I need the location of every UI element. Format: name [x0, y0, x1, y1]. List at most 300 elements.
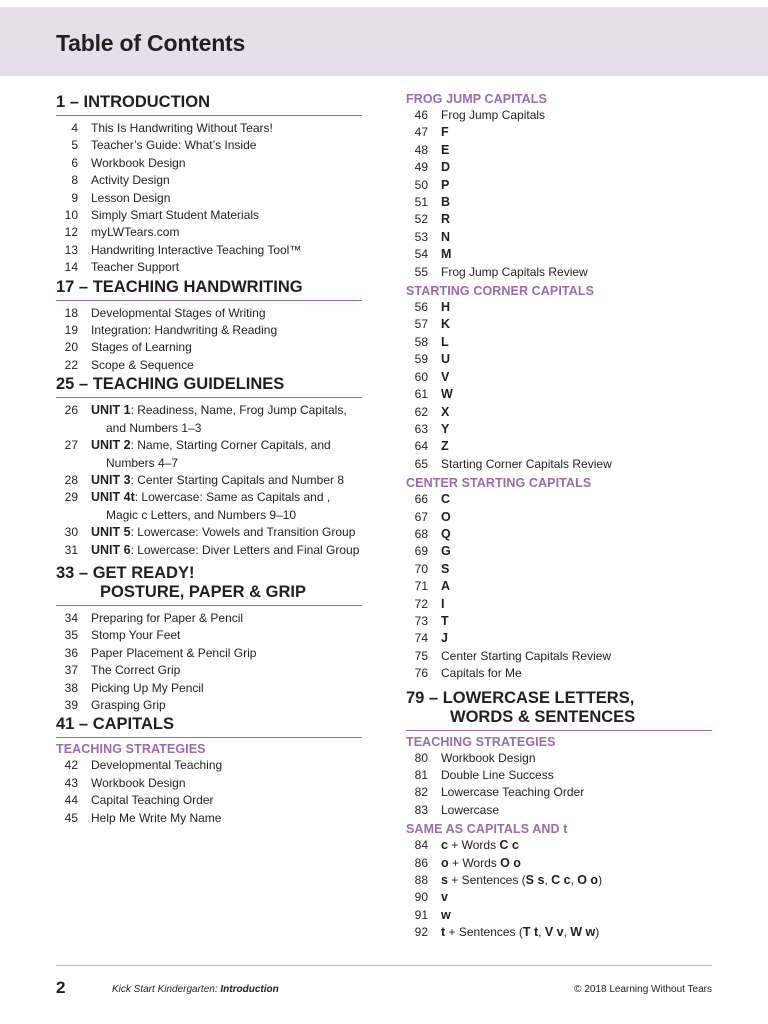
toc-list [56, 305, 362, 375]
toc-entry-text [78, 190, 170, 207]
toc-page-number: 82 [414, 785, 428, 800]
letter-glyph: V v [544, 925, 564, 940]
toc-entry [406, 630, 712, 647]
letter-glyph: D [441, 160, 451, 175]
letter-glyph: Y [441, 421, 450, 436]
toc-page-number: 29 [64, 490, 78, 505]
toc-list [406, 299, 712, 473]
letter-glyph: o [441, 855, 449, 870]
toc-entry-text [78, 339, 192, 356]
letter-glyph: T t [522, 925, 539, 940]
section-heading-line: POSTURE, PAPER & GRIP [100, 582, 306, 601]
entry-label: Help Me Write My Name [91, 810, 222, 825]
toc-entry [406, 456, 712, 473]
toc-entry [56, 120, 362, 137]
toc-entry-text [428, 107, 545, 124]
toc-entry [56, 172, 362, 189]
toc-entry-text [428, 750, 536, 767]
entry-label: : Name, Starting Corner Capitals, and [130, 438, 331, 453]
toc-entry-text [428, 855, 521, 872]
entry-label: , [563, 925, 571, 940]
toc-entry [56, 190, 362, 207]
toc-page-number: 50 [414, 177, 428, 192]
toc-entry-text [78, 242, 301, 259]
toc-entry-text [428, 784, 584, 801]
entry-label: myLWTears.com [91, 225, 180, 240]
toc-entry-text [78, 757, 222, 774]
toc-entry [56, 472, 362, 489]
toc-page-number: 90 [414, 890, 428, 905]
toc-page-number: 72 [414, 596, 428, 611]
toc-entry [56, 810, 362, 827]
toc-page-number: 27 [64, 438, 78, 453]
entry-label: Teacher Support [91, 260, 180, 275]
entry-label: Stomp Your Feet [91, 628, 181, 643]
toc-entry-text [78, 437, 331, 454]
toc-entry [406, 750, 712, 767]
footer-book-title [112, 984, 279, 995]
toc-entry [406, 578, 712, 595]
toc-page-number: 5 [71, 138, 78, 153]
toc-page-number: 66 [414, 492, 428, 507]
subsection-heading-same-as-capitals: SAME AS CAPITALS AND t [406, 822, 568, 837]
toc-entry-text [78, 662, 180, 679]
letter-glyph: W w [570, 925, 596, 940]
entry-label: Integration: Handwriting & Reading [91, 323, 278, 338]
page-title: Table of Contents [56, 30, 246, 56]
toc-entry [56, 610, 362, 627]
subsection-heading-center-starting-capitals: CENTER STARTING CAPITALS [406, 476, 592, 491]
toc-page-number: 74 [414, 631, 428, 646]
toc-entry-text [428, 924, 599, 941]
toc-page-number: 48 [414, 142, 428, 157]
toc-entry [406, 543, 712, 560]
letter-glyph: I [441, 596, 445, 611]
letter-glyph: B [441, 195, 451, 210]
toc-entry-text [78, 172, 170, 189]
toc-page-number: 52 [414, 212, 428, 227]
toc-entry [406, 907, 712, 924]
entry-label: Stages of Learning [91, 340, 192, 355]
section-heading-capitals: 41 – CAPITALS [56, 715, 362, 738]
toc-entry-text [428, 194, 450, 211]
letter-glyph: c [441, 838, 448, 853]
entry-continuation: Magic c Letters, and Numbers 9–10 [106, 507, 297, 522]
toc-page-number: 28 [64, 472, 78, 487]
toc-page-number: 54 [414, 247, 428, 262]
toc-entry-text [78, 610, 243, 627]
entry-label: + Sentences ( [447, 873, 526, 888]
toc-page-number: 84 [414, 838, 428, 853]
toc-entry [56, 757, 362, 774]
toc-page-number: 70 [414, 561, 428, 576]
toc-list [406, 491, 712, 682]
toc-entry [56, 680, 362, 697]
entry-label: Grasping Grip [91, 697, 166, 712]
unit-label: UNIT 2 [91, 438, 131, 453]
letter-glyph: s [441, 873, 448, 888]
toc-entry-text [428, 246, 451, 263]
entry-label: Center Starting Capitals Review [441, 648, 612, 663]
toc-entry-text [428, 767, 554, 784]
footer-book-name: Kick Start Kindergarten: [112, 984, 221, 995]
toc-page-number: 69 [414, 544, 428, 559]
toc-entry-text [428, 648, 611, 665]
toc-entry [56, 489, 362, 524]
toc-entry-text [428, 334, 449, 351]
section-heading-line: WORDS & SENTENCES [450, 707, 636, 726]
toc-entry-text [78, 120, 273, 137]
section-heading-lowercase [406, 689, 712, 731]
letter-glyph: C [441, 492, 451, 507]
toc-entry-text [428, 177, 449, 194]
toc-list [56, 610, 362, 714]
toc-entry [56, 627, 362, 644]
toc-entry [406, 889, 712, 906]
toc-entry [56, 357, 362, 374]
toc-entry [406, 124, 712, 141]
toc-page-number: 8 [71, 173, 78, 188]
toc-page-number: 56 [414, 300, 428, 315]
entry-label: + Words [447, 838, 500, 853]
toc-page-number: 91 [414, 907, 428, 922]
letter-glyph: C c [551, 873, 571, 888]
toc-entry-text [428, 386, 453, 403]
toc-page-number: 49 [414, 160, 428, 175]
toc-page-number: 61 [414, 387, 428, 402]
toc-entry-text [78, 357, 194, 374]
toc-entry-text [428, 509, 451, 526]
toc-page-number: 80 [414, 750, 428, 765]
entry-label: Paper Placement & Pencil Grip [91, 645, 257, 660]
subsection-heading-frog-jump-capitals: FROG JUMP CAPITALS [406, 92, 547, 106]
toc-entry-text [428, 404, 449, 421]
letter-glyph: S [441, 561, 450, 576]
toc-page-number: 64 [414, 439, 428, 454]
toc-entry [56, 137, 362, 154]
toc-entry-text [78, 305, 266, 322]
toc-entry-text [78, 542, 359, 559]
letter-glyph: O o [500, 855, 521, 870]
letter-glyph: W [441, 387, 453, 402]
toc-page-number: 20 [64, 340, 78, 355]
toc-entry [56, 305, 362, 322]
toc-entry [406, 438, 712, 455]
toc-entry [406, 246, 712, 263]
toc-entry-text [428, 456, 612, 473]
toc-entry [406, 491, 712, 508]
toc-entry-text [78, 402, 347, 419]
toc-entry [56, 775, 362, 792]
toc-entry-text [428, 438, 449, 455]
entry-label: Frog Jump Capitals [441, 108, 546, 122]
toc-entry-text [428, 159, 450, 176]
toc-page-number: 63 [414, 421, 428, 436]
toc-entry [406, 107, 712, 124]
toc-entry [406, 369, 712, 386]
toc-entry-text [428, 211, 450, 228]
toc-page-number: 55 [414, 264, 428, 279]
toc-entry [56, 339, 362, 356]
toc-entry [406, 159, 712, 176]
toc-entry [406, 316, 712, 333]
toc-page-number: 31 [64, 542, 78, 557]
toc-entry [56, 402, 362, 437]
toc-entry [56, 322, 362, 339]
toc-page-number: 53 [414, 229, 428, 244]
toc-entry [56, 524, 362, 541]
toc-entry [406, 299, 712, 316]
toc-entry-text [78, 259, 179, 276]
toc-entry-text [78, 680, 204, 697]
toc-entry [56, 242, 362, 259]
letter-glyph: F [441, 125, 449, 140]
toc-entry-text [428, 837, 519, 854]
toc-entry [406, 334, 712, 351]
entry-label: Double Line Success [441, 768, 554, 782]
entry-label: Frog Jump Capitals Review [441, 264, 588, 279]
toc-entry [406, 264, 712, 281]
letter-glyph: S s [525, 873, 545, 888]
toc-page-number: 65 [414, 456, 428, 471]
toc-list [406, 837, 712, 941]
footer-page-number: 2 [56, 978, 66, 997]
entry-label: : Readiness, Name, Frog Jump Capitals, [130, 403, 347, 418]
toc-page-number: 10 [64, 208, 78, 223]
entry-label: Preparing for Paper & Pencil [91, 610, 244, 625]
toc-page-number: 59 [414, 352, 428, 367]
unit-label: UNIT 1 [91, 403, 131, 418]
entry-label: , [538, 925, 545, 940]
toc-entry [406, 526, 712, 543]
toc-page-number: 68 [414, 526, 428, 541]
toc-entry [56, 662, 362, 679]
toc-entry-text [428, 561, 449, 578]
section-heading-teaching-guidelines: 25 – TEACHING GUIDELINES [56, 375, 362, 398]
toc-entry-text [428, 316, 450, 333]
toc-entry [406, 386, 712, 403]
toc-entry [56, 155, 362, 172]
toc-page-number: 71 [414, 579, 428, 594]
letter-glyph: J [441, 631, 448, 646]
toc-page-number: 62 [414, 404, 428, 419]
toc-entry-text [78, 697, 166, 714]
toc-entry-text [428, 369, 449, 386]
letter-glyph: H [441, 300, 451, 315]
toc-page-number: 67 [414, 509, 428, 524]
toc-entry [406, 837, 712, 854]
letter-glyph: U [441, 352, 451, 367]
toc-entry [406, 648, 712, 665]
toc-page-number: 92 [414, 925, 428, 940]
entry-label: Workbook Design [441, 750, 536, 765]
subsection-heading-teaching-strategies: TEACHING STRATEGIES [406, 734, 556, 749]
letter-glyph: N [441, 229, 451, 244]
toc-entry [406, 561, 712, 578]
unit-label: UNIT 5 [91, 525, 131, 540]
toc-entry [406, 872, 712, 889]
entry-label: Lowercase [441, 802, 500, 817]
toc-page-number: 13 [64, 242, 78, 257]
toc-page-number: 37 [64, 663, 78, 678]
toc-entry-text [428, 421, 449, 438]
toc-page-number: 9 [71, 190, 78, 205]
toc-entry-text [428, 907, 451, 924]
toc-entry [56, 207, 362, 224]
toc-entry-text [428, 578, 450, 595]
toc-entry [406, 784, 712, 801]
unit-label: UNIT 3 [91, 472, 131, 487]
toc-entry [406, 855, 712, 872]
entry-label: + Sentences ( [445, 925, 523, 940]
toc-page-number: 45 [64, 810, 78, 825]
toc-list [406, 107, 712, 281]
toc-entry [56, 697, 362, 714]
toc-entry-text [428, 872, 602, 889]
section-heading-get-ready [56, 564, 362, 606]
toc-entry [56, 792, 362, 809]
toc-entry-text [78, 472, 344, 489]
toc-entry-text [428, 229, 450, 246]
toc-page-number: 75 [414, 648, 428, 663]
letter-glyph: P [441, 177, 450, 192]
footer-book-unit: Introduction [220, 984, 279, 995]
toc-entry-text [78, 792, 214, 809]
letter-glyph: O o [577, 873, 599, 888]
section-heading-teaching-handwriting: 17 – TEACHING HANDWRITING [56, 278, 362, 301]
letter-glyph: C c [499, 838, 519, 853]
entry-label: Lowercase Teaching Order [441, 785, 585, 800]
letter-glyph: T [441, 613, 449, 628]
toc-entry [406, 509, 712, 526]
entry-label: : Lowercase: Same as Capitals and [134, 490, 327, 505]
letter-glyph: w [441, 907, 451, 922]
toc-entry-text [78, 224, 179, 241]
subsection-heading-starting-corner-capitals: STARTING CORNER CAPITALS [406, 284, 595, 299]
toc-entry-text [78, 489, 330, 506]
toc-entry-text [428, 142, 449, 159]
toc-entry [56, 542, 362, 559]
entry-label: Lesson Design [91, 190, 171, 205]
letter-glyph: K [441, 317, 451, 332]
toc-page-number: 26 [64, 403, 78, 418]
toc-entry [406, 211, 712, 228]
toc-entry-text [78, 155, 186, 172]
toc-right-column [406, 88, 712, 942]
toc-entry [56, 224, 362, 241]
entry-label: : Center Starting Capitals and Number 8 [130, 472, 345, 487]
toc-entry-text [78, 810, 221, 827]
toc-entry [406, 229, 712, 246]
entry-label: + Words [448, 855, 501, 870]
toc-entry-text [428, 630, 448, 647]
toc-entry-text [428, 351, 450, 368]
entry-label: Handwriting Interactive Teaching Tool™ [91, 242, 302, 257]
toc-page-number: 43 [64, 775, 78, 790]
entry-continuation: Numbers 4–7 [106, 455, 179, 470]
letter-glyph: v [441, 890, 448, 905]
toc-list [406, 750, 712, 820]
toc-page-number: 47 [414, 125, 428, 140]
toc-entry-text [428, 299, 450, 316]
letter-glyph: t [130, 490, 135, 505]
letter-glyph: G [441, 544, 451, 559]
letter-glyph: V [441, 369, 450, 384]
toc-page-number: 88 [414, 873, 428, 888]
letter-glyph: t [441, 925, 446, 940]
toc-entry-text [78, 775, 186, 792]
entry-label: ) [598, 873, 603, 888]
toc-entry [406, 767, 712, 784]
toc-page-number: 36 [64, 645, 78, 660]
toc-entry [406, 596, 712, 613]
entry-label: This Is Handwriting Without Tears! [91, 121, 273, 135]
toc-entry-text [428, 543, 451, 560]
toc-page-number: 60 [414, 369, 428, 384]
unit-label: UNIT 6 [91, 542, 131, 557]
toc-page-number: 35 [64, 628, 78, 643]
footer-divider [56, 965, 712, 966]
toc-entry [56, 437, 362, 472]
letter-glyph: Z [441, 439, 449, 454]
entry-label: : Lowercase: Vowels and Transition Group [130, 525, 356, 540]
toc-entry [56, 259, 362, 276]
toc-entry-text [428, 526, 451, 543]
toc-page-number: 14 [64, 260, 78, 275]
toc-entry [406, 194, 712, 211]
entry-label: Workbook Design [91, 775, 186, 790]
entry-label: Starting Corner Capitals Review [441, 456, 612, 471]
entry-label: Simply Smart Student Materials [91, 208, 260, 223]
letter-glyph: O [441, 509, 451, 524]
toc-entry [406, 177, 712, 194]
entry-label: Developmental Stages of Writing [91, 305, 266, 320]
letter-glyph: Q [441, 526, 451, 541]
entry-label: Scope & Sequence [91, 357, 194, 372]
toc-entry-text [78, 627, 180, 644]
toc-entry-text [428, 665, 522, 682]
toc-entry-text [428, 613, 449, 630]
toc-page-number: 12 [64, 225, 78, 240]
toc-entry-text [428, 889, 448, 906]
toc-entry [406, 665, 712, 682]
letter-glyph: M [441, 247, 452, 262]
toc-page-number: 46 [414, 108, 428, 122]
toc-page-number: 30 [64, 525, 78, 540]
subsection-heading-teaching-strategies: TEACHING STRATEGIES [56, 742, 206, 757]
footer-copyright: © 2018 Learning Without Tears [574, 984, 712, 995]
toc-page-number: 73 [414, 613, 428, 628]
entry-label: Capitals for Me [441, 666, 522, 681]
toc-entry [56, 645, 362, 662]
entry-label: Picking Up My Pencil [91, 680, 204, 695]
letter-glyph: R [441, 212, 451, 227]
toc-page-number: 86 [414, 855, 428, 870]
toc-page-number: 44 [64, 793, 78, 808]
toc-entry-text [428, 491, 450, 508]
toc-entry-text [78, 524, 355, 541]
section-heading-line: 79 – LOWERCASE LETTERS, [406, 688, 635, 707]
letter-glyph: A [441, 579, 451, 594]
toc-entry [406, 421, 712, 438]
toc-entry [406, 404, 712, 421]
toc-left-column [56, 88, 362, 827]
toc-page-number: 57 [414, 317, 428, 332]
section-heading-line: 33 – GET READY! [56, 563, 195, 582]
toc-page-number: 83 [414, 802, 428, 817]
letter-glyph: E [441, 142, 450, 157]
entry-label: , [326, 490, 331, 505]
